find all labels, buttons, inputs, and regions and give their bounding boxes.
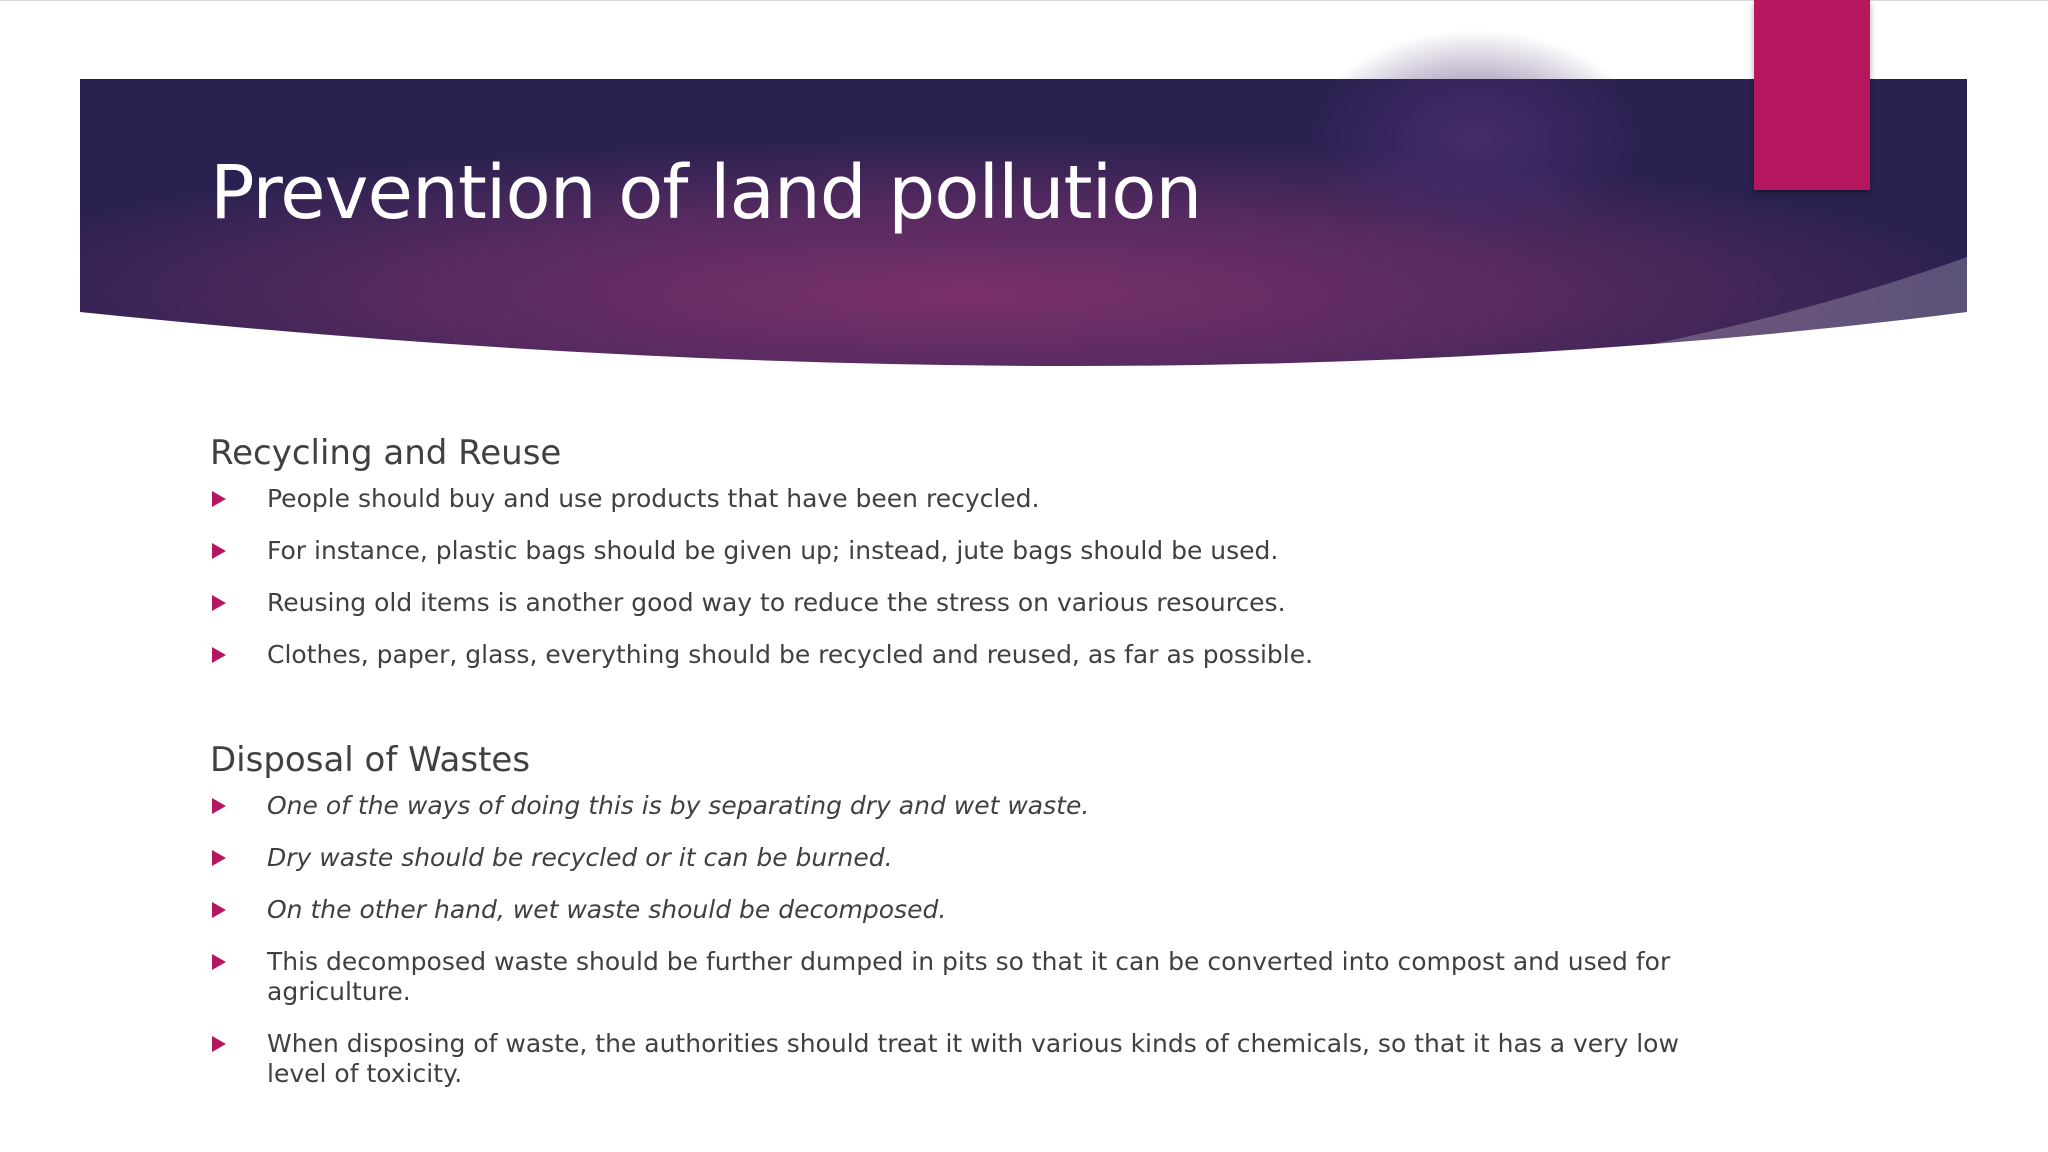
- accent-tab: [1754, 0, 1870, 190]
- bullet-arrow-icon: [212, 647, 226, 663]
- bullet-text: One of the ways of doing this is by separating dry and wet waste.: [267, 791, 1090, 820]
- section-heading: Recycling and Reuse: [210, 433, 562, 473]
- bullet-arrow-icon: [212, 798, 226, 814]
- bullet-item: [210, 791, 1710, 821]
- bullet-text: People should buy and use products that have been recycled.: [267, 484, 1040, 513]
- bullet-arrow-icon: [212, 850, 226, 866]
- bullet-item: [210, 895, 1710, 925]
- bullet-item: [210, 588, 1710, 618]
- bullet-arrow-icon: [212, 954, 226, 970]
- bullet-item: [210, 1029, 1710, 1089]
- bullet-text: For instance, plastic bags should be given up; instead, jute bags should be used.: [267, 536, 1279, 565]
- bullet-item: [210, 947, 1710, 1007]
- bullet-item: [210, 536, 1710, 566]
- bullet-arrow-icon: [212, 595, 226, 611]
- bullet-arrow-icon: [212, 1036, 226, 1052]
- bullet-text: Clothes, paper, glass, everything should be recycled and reused, as far as possible.: [267, 640, 1314, 669]
- bullet-text: This decomposed waste should be further dumped in pits so that it can be converted into compost and used for agriculture.: [267, 947, 1671, 1006]
- bullet-text: When disposing of waste, the authorities should treat it with various kinds of chemicals, so that it has a very low level of toxicity.: [267, 1029, 1679, 1088]
- bullet-text: Dry waste should be recycled or it can be burned.: [267, 843, 893, 872]
- bullet-item: [210, 640, 1710, 670]
- bullet-text: Reusing old items is another good way to reduce the stress on various resources.: [267, 588, 1286, 617]
- section-heading: Disposal of Wastes: [210, 740, 531, 780]
- bullet-arrow-icon: [212, 902, 226, 918]
- bullet-item: [210, 843, 1710, 873]
- section-gap: [210, 692, 1710, 735]
- slide-content: [210, 428, 1710, 1111]
- bullet-arrow-icon: [212, 543, 226, 559]
- bullet-list: [210, 791, 1710, 1089]
- bullet-arrow-icon: [212, 491, 226, 507]
- slide-title: Prevention of land pollution: [210, 150, 1202, 236]
- bullet-item: [210, 484, 1710, 514]
- bullet-text: On the other hand, wet waste should be decomposed.: [267, 895, 947, 924]
- bullet-list: [210, 484, 1710, 670]
